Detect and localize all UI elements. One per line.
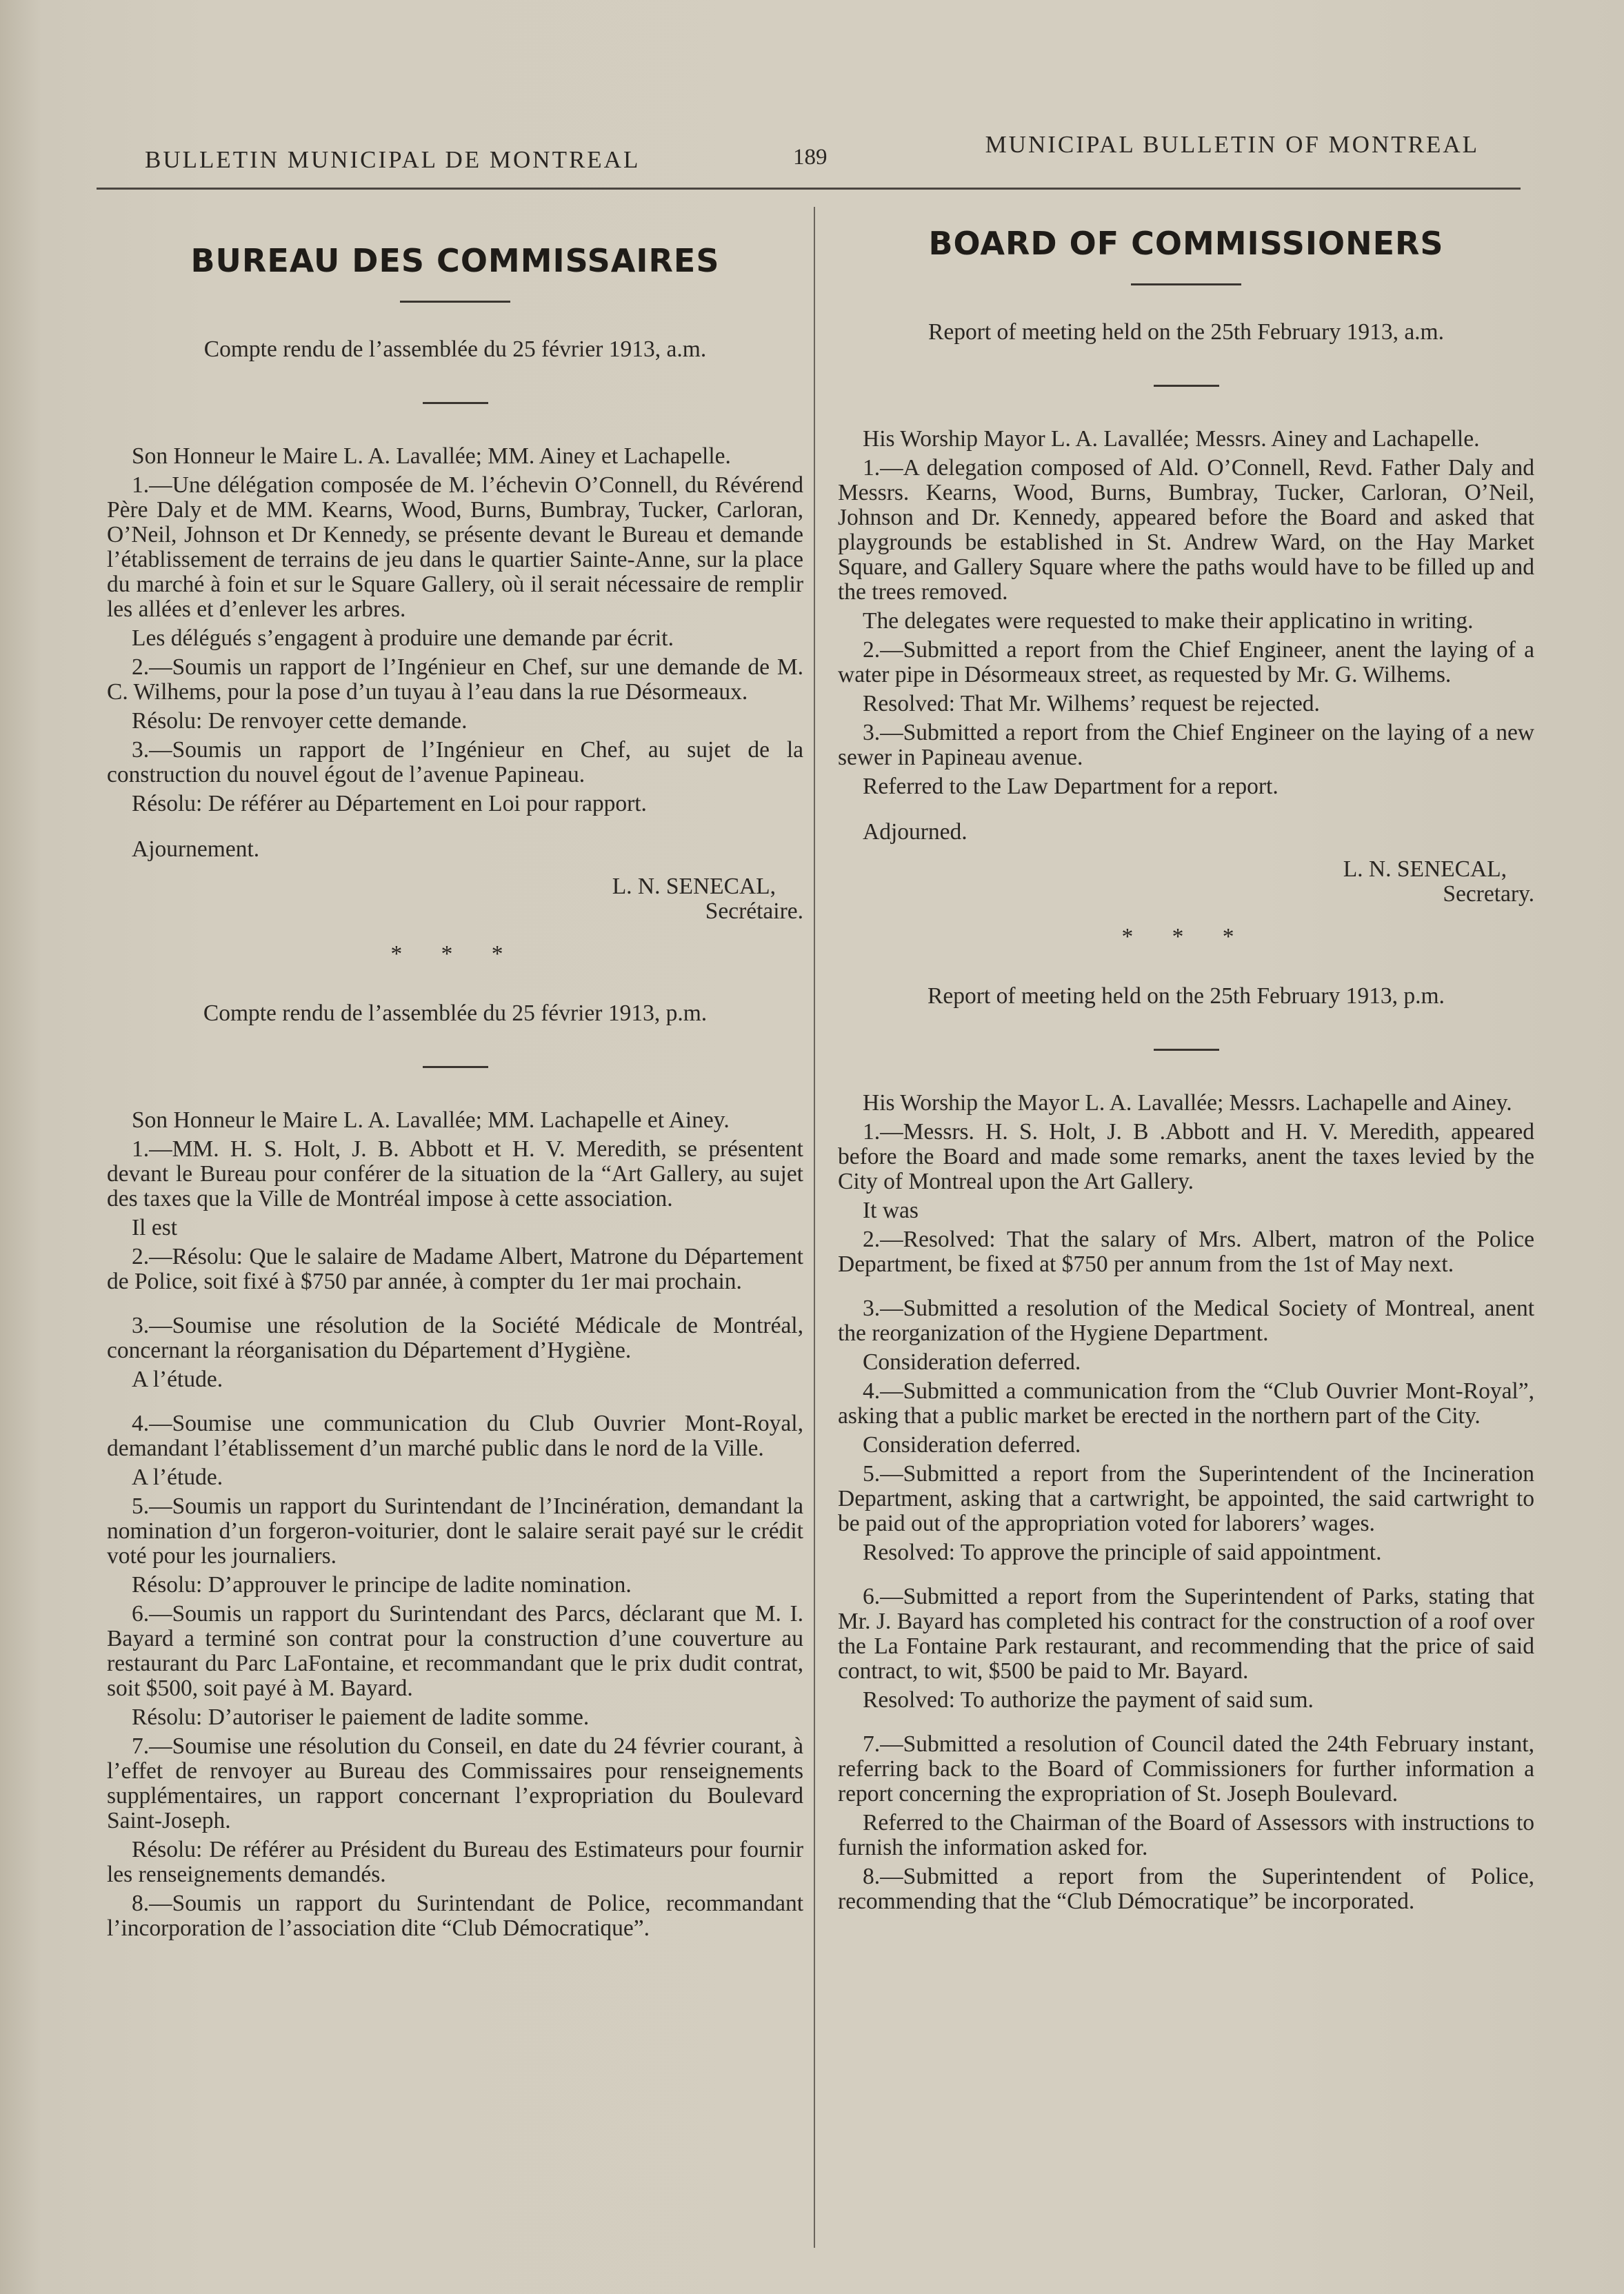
french-pm-item: 1.—MM. H. S. Holt, J. B. Abbott et H. V. Meredith, se présentent devant le Bureau pour conférer de la situation de la “Art Gallery, au sujet des taxes que la Ville de Montréal impose à cette association. (107, 1136, 803, 1211)
french-am-attendance: Son Honneur le Maire L. A. Lavallée; MM. Ainey et Lachapelle. (132, 443, 731, 469)
meeting-rule (423, 1066, 488, 1068)
meeting-rule (1154, 385, 1219, 387)
title-rule (1131, 283, 1241, 285)
english-am-meeting-heading: Report of meeting held on the 25th February 1913, a.m. (928, 319, 1444, 345)
english-pm-item: 4.—Submitted a communication from the “Club Ouvrier Mont-Royal”, asking that a public market be erected in the northern part of the City. (838, 1378, 1534, 1429)
french-am-item: 2.—Soumis un rapport de l’Ingénieur en Chef, sur une demande de M. C. Wilhems, pour la pose d’un tuyau à l’eau dans la rue Désormeaux. (107, 654, 803, 705)
english-pm-item: 2.—Resolved: That the salary of Mrs. Albert, matron of the Police Department, be fixed at $750 per annum from the 1st of May next. (838, 1227, 1534, 1277)
title-rule (400, 301, 510, 303)
french-pm-item: 5.—Soumis un rapport du Surintendant de l’Incinération, demandant la nomination d’un forgeron-voiturier, dont le salaire serait payé sur le crédit voté pour les journaliers. (107, 1493, 803, 1569)
french-pm-attendance: Son Honneur le Maire L. A. Lavallée; MM. Lachapelle et Ainey. (132, 1107, 730, 1133)
english-pm-item: 7.—Submitted a resolution of Council dated the 24th February instant, referring back to the Board of Commissioners for further information a report concerning the expropriation of St. Joseph Boulevard. (838, 1731, 1534, 1807)
french-pm-item: 2.—Résolu: Que le salaire de Madame Albert, Matrone du Département de Police, soit fixé à $750 par année, à compter du 1er mai prochain. (107, 1244, 803, 1294)
english-pm-item: 6.—Submitted a report from the Superintendent of Parks, stating that Mr. J. Bayard has completed his contract for the construction of a roof over the La Fontaine Park restaurant, and recommending that the price of said contract, to wit, $500 be paid to Mr. Bayard. (838, 1584, 1534, 1684)
english-pm-meeting-heading: Report of meeting held on the 25th February 1913, p.m. (928, 983, 1445, 1009)
french-pm-item: A l’étude. (132, 1367, 223, 1392)
french-pm-item: 3.—Soumise une résolution de la Société Médicale de Montréal, concernant la réorganisation du Département d’Hygiène. (107, 1313, 803, 1363)
french-pm-item: Il est (132, 1215, 178, 1240)
english-adjournment: Adjourned. (863, 819, 968, 845)
header-right-title: MUNICIPAL BULLETIN OF MONTREAL (985, 131, 1479, 158)
english-am-item: The delegates were requested to make their applicatino in writing. (863, 608, 1474, 634)
column-divider (814, 207, 815, 2248)
english-pm-item: Referred to the Chairman of the Board of Assessors with instructions to furnish the information asked for. (838, 1810, 1534, 1860)
french-am-item: Résolu: De référer au Département en Loi pour rapport. (132, 791, 647, 816)
english-pm-item: It was (863, 1198, 919, 1223)
french-pm-meeting-heading: Compte rendu de l’assemblée du 25 février 1913, p.m. (203, 1000, 708, 1026)
english-pm-item: Resolved: To approve the principle of said appointment. (863, 1540, 1382, 1565)
english-signature-name: L. N. SENECAL, (1343, 856, 1507, 882)
french-am-item: Résolu: De renvoyer cette demande. (132, 708, 468, 734)
header-rule (97, 188, 1521, 190)
english-pm-item: Consideration deferred. (863, 1349, 1081, 1375)
french-am-item: Les délégués s’engagent à produire une demande par écrit. (132, 625, 674, 651)
french-pm-item: 7.—Soumise une résolution du Conseil, en date du 24 février courant, à l’effet de renvoyer au Bureau des Commissaires pour renseignements supplémentaires, un rapport concernant l’expropriation du Boulevard Saint-Joseph. (107, 1733, 803, 1833)
french-column (107, 200, 803, 1945)
english-pm-item: 3.—Submitted a resolution of the Medical Society of Montreal, anent the reorganization of the Hygiene Department. (838, 1296, 1534, 1346)
french-pm-item: 8.—Soumis un rapport du Surintendant de Police, recommandant l’incorporation de l’association dite “Club Démocratique”. (107, 1891, 803, 1941)
english-section-title: BOARD OF COMMISSIONERS (928, 225, 1444, 262)
section-separator-stars: * * * (1121, 924, 1251, 949)
english-am-item: 3.—Submitted a report from the Chief Engineer on the laying of a new sewer in Papineau avenue. (838, 720, 1534, 770)
french-am-item: 3.—Soumis un rapport de l’Ingénieur en Chef, au sujet de la construction du nouvel égout de l’avenue Papineau. (107, 737, 803, 787)
meeting-rule (1154, 1049, 1219, 1051)
page-number: 189 (793, 145, 828, 170)
english-am-item: 1.—A delegation composed of Ald. O’Connell, Revd. Father Daly and Messrs. Kearns, Wood, Burns, Bumbray, Tucker, Carloran, O’Neil, Johnson and Dr. Kennedy, appeared before the Board and asked that playgrounds be established in St. Andrew Ward, on the Hay Market Square, and Gallery Square where the paths would have to be filled up and the trees removed. (838, 455, 1534, 605)
english-pm-item: 8.—Submitted a report from the Superintendent of Police, recommending that the “Club Démocratique” be incorporated. (838, 1864, 1534, 1914)
french-adjournment: Ajournement. (132, 836, 260, 862)
english-am-item: 2.—Submitted a report from the Chief Engineer, anent the laying of a water pipe in Désormeaux street, as requested by Mr. G. Wilhems. (838, 637, 1534, 687)
french-signature-title: Secrétaire. (705, 898, 803, 924)
french-pm-item: 4.—Soumise une communication du Club Ouvrier Mont-Royal, demandant l’établissement d’un marché public dans le nord de la Ville. (107, 1411, 803, 1461)
french-pm-item: Résolu: D’autoriser le paiement de ladite somme. (132, 1704, 590, 1730)
english-pm-item: Consideration deferred. (863, 1432, 1081, 1458)
english-pm-attendance: His Worship the Mayor L. A. Lavallée; Messrs. Lachapelle and Ainey. (863, 1090, 1512, 1116)
french-section-title: BUREAU DES COMMISSAIRES (190, 242, 720, 279)
english-signature-title: Secretary. (1443, 881, 1534, 907)
english-am-item: Resolved: That Mr. Wilhems’ request be rejected. (863, 691, 1320, 716)
english-pm-item: 1.—Messrs. H. S. Holt, J. B .Abbott and H. V. Meredith, appeared before the Board and made some remarks, anent the taxes levied by the City of Montreal upon the Art Gallery. (838, 1119, 1534, 1194)
english-pm-item: 5.—Submitted a report from the Superintendent of the Incineration Department, asking that a cartwright, be appointed, the said cartwright to be paid out of the appropriation voted for laborers’ wages. (838, 1461, 1534, 1536)
french-pm-item: 6.—Soumis un rapport du Surintendant des Parcs, déclarant que M. I. Bayard a terminé son contrat pour la construction d’une couverture au restaurant du Parc LaFontaine, et recommandant que le prix dudit contrat, soit $500, soit payé à M. Bayard. (107, 1601, 803, 1701)
english-am-attendance: His Worship Mayor L. A. Lavallée; Messrs. Ainey and Lachapelle. (863, 426, 1480, 452)
french-signature-name: L. N. SENECAL, (612, 874, 776, 899)
meeting-rule (423, 402, 488, 404)
french-am-meeting-heading: Compte rendu de l’assemblée du 25 février 1913, a.m. (203, 336, 707, 362)
french-pm-item: Résolu: D’approuver le principe de ladite nomination. (132, 1572, 632, 1598)
english-pm-item: Resolved: To authorize the payment of said sum. (863, 1687, 1314, 1713)
french-am-item: 1.—Une délégation composée de M. l’échevin O’Connell, du Révérend Père Daly et de MM. Kearns, Wood, Burns, Bumbray, Tucker, Carloran, O’Neil, Johnson et Dr Kennedy, se présente devant le Bureau et demande l’établissement de terrains de jeu dans le quartier Sainte-Anne, sur la place du marché à foin et sur le Square Gallery, où il serait nécessaire de remplir les allées et d’enlever les arbres. (107, 472, 803, 622)
section-separator-stars: * * * (390, 941, 520, 967)
french-pm-item: A l’étude. (132, 1465, 223, 1490)
english-am-item: Referred to the Law Department for a report. (863, 774, 1279, 799)
running-header (138, 131, 1486, 186)
french-pm-item: Résolu: De référer au Président du Bureau des Estimateurs pour fournir les renseignements demandés. (107, 1837, 803, 1887)
header-left-title: BULLETIN MUNICIPAL DE MONTREAL (145, 146, 641, 173)
english-column (838, 200, 1534, 1918)
